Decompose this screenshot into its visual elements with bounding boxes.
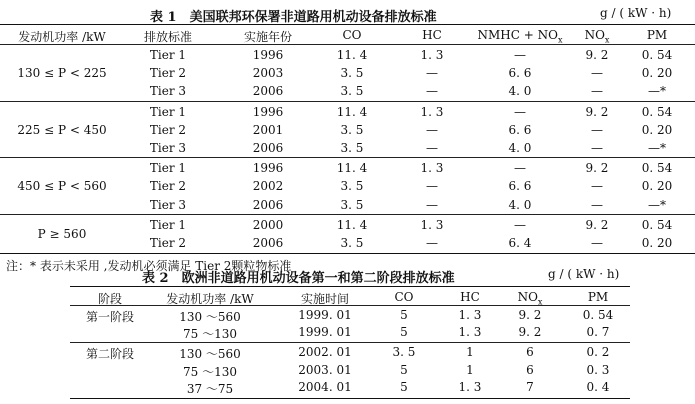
table1-cell: — [514,48,526,62]
table2-header-0: 阶段 [97,292,123,306]
table1-cell: — [514,161,526,176]
table2-cell: 1. 3 [458,325,482,340]
subscript-x: x [537,297,543,307]
table2-cell: 0. 54 [582,308,614,322]
power-range: 450 ≤ P < 560 [17,179,107,194]
table2-cell: 1 [466,345,474,360]
table1-cell: 1996 [252,161,284,176]
table2-cell: 6 [526,362,534,377]
table1-cell: 2002 [252,179,284,194]
table2-cell: 5 [400,379,408,394]
table1-cell: 1. 3 [420,48,444,62]
table1-cell: —* [648,141,666,155]
table1-cell: 6. 6 [508,122,532,137]
table1-header-2: 实施年份 [243,30,293,44]
table2-header-3: CO [394,290,414,304]
table1-header-rule [0,44,695,45]
subscript-x: x [557,35,563,45]
table2-cell: 75 ～130 [183,364,237,379]
table2-cell: 37 ～75 [186,381,234,396]
table1-cell: 2006 [252,236,284,250]
table2-cell: 130 ～560 [179,310,241,324]
table1-cell: 6. 6 [508,179,532,194]
stage-label: 第二阶段 [85,347,135,362]
table2-cell: 9. 2 [518,308,542,322]
table2-cell: 2002. 01 [298,345,352,360]
table1-cell: — [591,122,603,137]
table2-cell: 5 [400,308,408,322]
table1-cell: 4. 0 [508,197,532,212]
table1-cell: — [426,179,438,194]
table1-cell: 0. 54 [641,217,673,232]
table1-cell: 2003 [252,66,284,81]
table1-group-rule [0,214,695,215]
table2-header-5: $NO_x$ [517,290,543,307]
table2-cell: 2003. 01 [298,362,352,377]
table2-cell: 6 [526,345,534,360]
table1-cell: — [591,236,603,250]
table1-cell: — [514,104,526,119]
table1-cell: 11. 4 [336,48,368,62]
table1-bottom-rule [0,253,695,254]
table1-header-1: 排放标准 [143,30,193,44]
table2-cell: 0. 4 [586,379,610,394]
table1-header-3: CO [342,28,362,42]
power-range: 130 ≤ P < 225 [17,66,107,81]
table1-cell: 0. 54 [641,48,673,62]
table1-cell: 9. 2 [585,161,609,176]
table2-cell: 130 ～560 [179,347,241,362]
table1-cell: Tier 2 [149,122,187,137]
table1-note: 注：* 表示未采用 ,发动机必须满足 Tier 2颗粒物标准 [6,259,292,274]
table1-cell: — [514,217,526,232]
table1-cell: 9. 2 [585,48,609,62]
table1-cell: — [426,236,438,250]
table1-cell: —* [648,84,666,99]
table1-top-rule [0,24,695,25]
table1-cell: 1. 3 [420,104,444,119]
table2-cell: 1999. 01 [298,325,352,340]
table2-header-1: 发动机功率 /kW [166,292,254,306]
table1-cell: 3. 5 [340,197,364,212]
table1-cell: — [426,66,438,81]
table1-cell: 9. 2 [585,217,609,232]
table1-header-6: $NO_x$ [584,28,610,45]
power-range: P ≥ 560 [37,226,87,241]
table1-cell: 2006 [252,197,284,212]
table2-cell: 3. 5 [392,345,416,360]
table1-cell: — [426,122,438,137]
table1-cell: 0. 20 [641,66,673,81]
table1-cell: Tier 1 [149,48,187,62]
table2-cell: 0. 7 [586,325,610,340]
table1-cell: 0. 20 [641,122,673,137]
table1-cell: 0. 54 [641,161,673,176]
table1-cell: Tier 3 [149,141,187,155]
table1-cell: 11. 4 [336,217,368,232]
table1-cell: 6. 4 [508,236,532,250]
table2-group-rule [70,342,630,343]
table2-top-rule [70,286,630,287]
table1-header-4: HC [422,28,442,42]
table2-header-4: HC [460,290,480,304]
table2-cell: 7 [526,379,534,394]
table2-cell: 9. 2 [518,325,542,340]
table1-cell: Tier 3 [149,197,187,212]
table1-unit: g / ( kW · h) [600,6,672,20]
table2-cell: 5 [400,362,408,377]
table1-cell: — [591,84,603,99]
table2-cell: 0. 2 [586,345,610,360]
table2-cell: 0. 3 [586,362,610,377]
table1-header-5: NMHC + $NO_x$ [477,28,563,45]
table1-cell: 1. 3 [420,217,444,232]
table1-cell: 11. 4 [336,104,368,119]
table1-cell: 4. 0 [508,141,532,155]
table1-group-rule [0,101,695,102]
table1-cell: 3. 5 [340,236,364,250]
table2-title: 表 2 欧洲非道路用机动设备第一和第二阶段排放标准 [142,271,455,286]
table1-cell: 3. 5 [340,66,364,81]
table1-cell: 3. 5 [340,179,364,194]
table1-cell: — [426,197,438,212]
table2-header-2: 实施时间 [300,292,350,306]
table1-cell: 2000 [252,217,284,232]
table1-cell: Tier 2 [149,66,187,81]
table1-cell: 2006 [252,84,284,99]
stage-label: 第一阶段 [85,310,135,324]
table2-cell: 1. 3 [458,308,482,322]
table1-group-rule [0,157,695,158]
table2-cell: 1. 3 [458,379,482,394]
table1-cell: 11. 4 [336,161,368,176]
table1-cell: — [591,179,603,194]
subscript-x: x [604,35,610,45]
table1-cell: 2006 [252,141,284,155]
table1-cell: 1. 3 [420,161,444,176]
table1-cell: Tier 2 [149,179,187,194]
table1-cell: 3. 5 [340,122,364,137]
table2-cell: 1999. 01 [298,308,352,322]
table1-cell: —* [648,197,666,212]
table1-cell: 4. 0 [508,84,532,99]
table1-cell: 2001 [252,122,284,137]
table1-cell: Tier 3 [149,84,187,99]
table2-bottom-rule [70,398,630,399]
table2-cell: 5 [400,325,408,340]
table1-cell: 6. 6 [508,66,532,81]
table1-cell: — [426,141,438,155]
table1-title: 表 1 美国联邦环保署非道路用机动设备排放标准 [150,10,437,25]
table1-cell: Tier 1 [149,161,187,176]
table1-cell: 3. 5 [340,141,364,155]
table1-cell: 9. 2 [585,104,609,119]
table1-cell: 1996 [252,48,284,62]
table1-cell: 3. 5 [340,84,364,99]
table2-unit: g / ( kW · h) [548,267,620,281]
table1-cell: — [591,197,603,212]
table2-header-rule [70,305,630,306]
table1-cell: 0. 54 [641,104,673,119]
table1-cell: Tier 1 [149,104,187,119]
table1-cell: Tier 1 [149,217,187,232]
table1-cell: 1996 [252,104,284,119]
table1-cell: 0. 20 [641,236,673,250]
table1-cell: Tier 2 [149,236,187,250]
power-range: 225 ≤ P < 450 [17,122,107,137]
table1-cell: — [591,66,603,81]
table1-cell: — [426,84,438,99]
table1-header-7: PM [646,28,668,42]
table2-cell: 1 [466,362,474,377]
table1-cell: — [591,141,603,155]
table1-header-0: 发动机功率 /kW [18,30,106,44]
table2-header-6: PM [587,290,609,304]
table1-cell: 0. 20 [641,179,673,194]
table2-cell: 2004. 01 [298,379,352,394]
table2-cell: 75 ～130 [183,327,237,342]
